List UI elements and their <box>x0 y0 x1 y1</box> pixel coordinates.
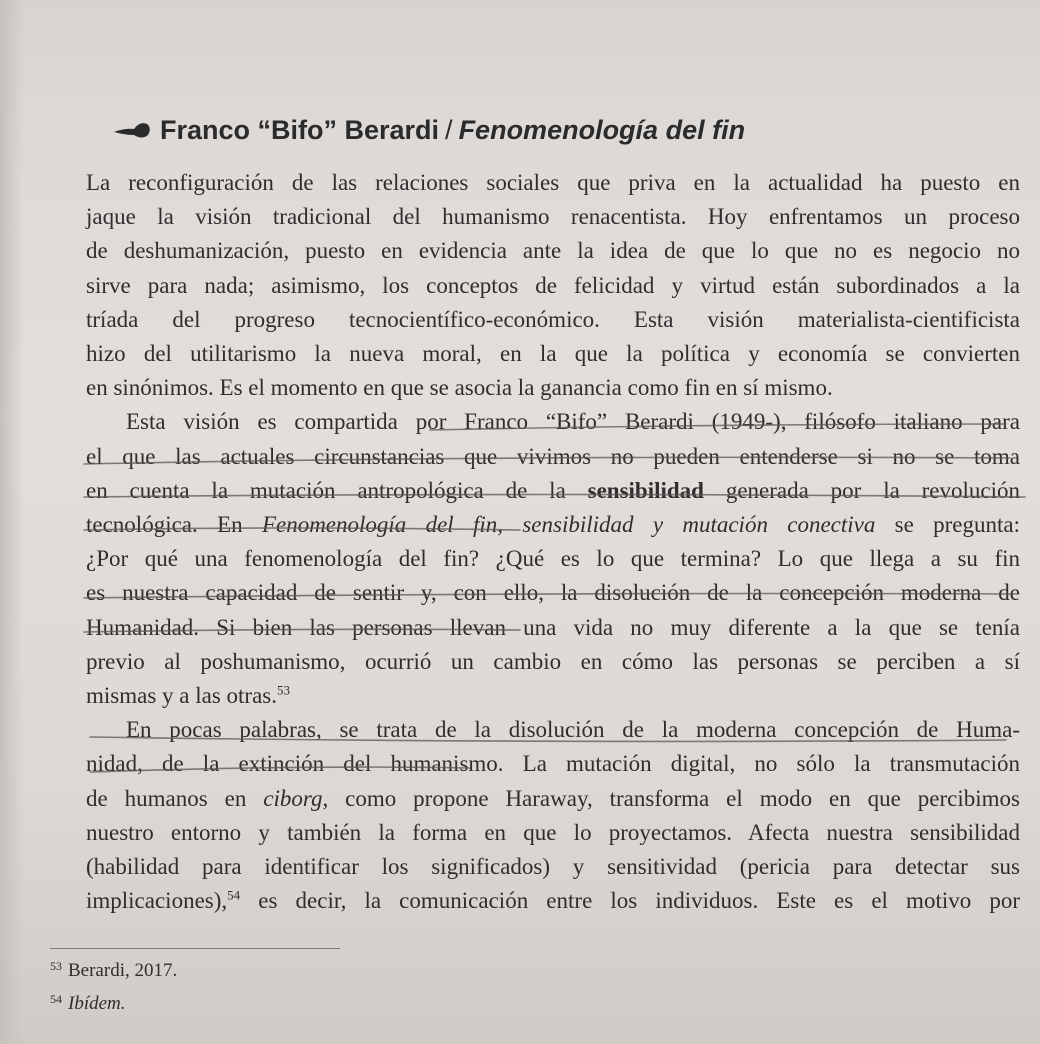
text-fragment: se pregunta: <box>875 512 1021 538</box>
footnote-ref: 54 <box>227 887 241 903</box>
text-fragment: generada por la revolución <box>703 477 1020 503</box>
text-line: de deshumanización, puesto en evidencia ante la idea de que lo que no es negocio no <box>86 238 1020 264</box>
text-line: La reconfiguración de las relaciones sociales que priva en la actualidad ha puesto en <box>86 170 1020 195</box>
page-header <box>112 108 992 152</box>
text-line: (habilidad para identificar los significados) y sensitividad (pericia para detectar sus <box>86 854 1020 880</box>
author-name: Franco “Bifo” Berardi <box>160 114 440 145</box>
header-separator: / <box>445 114 453 145</box>
footnote-item <box>50 988 550 1021</box>
text-line: el que las actuales circunstancias que vivimos no pueden entenderse si no se toma <box>86 443 1020 469</box>
text-fragment: , como propone Haraway, transforma el modo en que percibimos <box>322 785 1020 811</box>
text-line <box>86 782 1020 816</box>
text-line <box>86 679 1020 713</box>
text-fragment: es decir, la comunicación entre los individuos. Este es el motivo por <box>240 888 1020 914</box>
footnote-item <box>50 955 550 988</box>
text-line <box>86 884 1020 918</box>
text-line: nidad, de la extinción del humanismo. La mutación digital, no sólo la transmutación <box>86 751 1020 777</box>
brush-bullet-icon <box>112 118 152 142</box>
text-line: En pocas palabras, se trata de la disolución de la moderna concepción de Huma- <box>126 717 1020 743</box>
text-line: Esta visión es compartida por Franco “Bifo” Berardi (1949-), filósofo italiano para <box>126 409 1020 435</box>
paragraph-3 <box>86 713 1020 918</box>
paragraph-2 <box>86 405 1020 713</box>
italic-term: ciborg <box>263 785 323 811</box>
work-title: Fenomenología del fin <box>458 114 746 145</box>
text-line: en sinónimos. Es el momento en que se asocia la ganancia como fin en sí mismo. <box>86 375 833 401</box>
text-line: es nuestra capacidad de sentir y, con ello, la disolución de la concepción moderna de <box>86 580 1020 606</box>
text-line: tríada del progreso tecnocientífico-económico. Esta visión materialista-cientificista <box>86 306 1020 332</box>
text-fragment: tecnológica. En <box>86 512 262 538</box>
text-line: hizo del utilitarismo la nueva moral, en la que la política y economía se convierten <box>86 341 1020 367</box>
text-line: sirve para nada; asimismo, los conceptos de felicidad y virtud están subordinados a la <box>86 272 1020 298</box>
footnote-number: 53 <box>50 959 62 973</box>
text-line: nuestro entorno y también la forma en que lo proyectamos. Afecta nuestra sensibilidad <box>86 819 1020 845</box>
text-fragment: en cuenta la mutación antropológica de la <box>86 477 588 503</box>
text-fragment: implicaciones), <box>86 888 228 914</box>
text-line: Humanidad. Si bien las personas llevan una vida no muy diferente a la que se tenía <box>86 614 1020 640</box>
bold-term: sensibilidad <box>587 477 704 503</box>
text-line: previo al poshumanismo, ocurrió un cambio en cómo las personas se perciben a sí <box>86 648 1020 674</box>
text-fragment: de humanos en <box>86 785 264 811</box>
body-text <box>86 166 1020 918</box>
footnotes <box>50 955 550 1021</box>
text-line <box>86 508 1020 542</box>
text-line: ¿Por qué una fenomenología del fin? ¿Qué es lo que termina? Lo que llega a su fin <box>86 546 1020 572</box>
footnote-text: Ibídem. <box>68 993 126 1014</box>
text-line: jaque la visión tradicional del humanismo renacentista. Hoy enfrentamos un proceso <box>86 204 1020 230</box>
text-fragment: mismas y a las otras. <box>86 683 277 709</box>
paragraph-1 <box>86 166 1020 405</box>
footnote-divider <box>50 948 340 949</box>
cited-book-title: Fenomenología del fin, sensibilidad y mutación conectiva <box>261 512 876 538</box>
footnote-number: 54 <box>50 992 62 1006</box>
footnote-ref: 53 <box>277 682 290 698</box>
footnote-text: Berardi, 2017. <box>68 960 178 981</box>
text-line <box>86 474 1020 508</box>
